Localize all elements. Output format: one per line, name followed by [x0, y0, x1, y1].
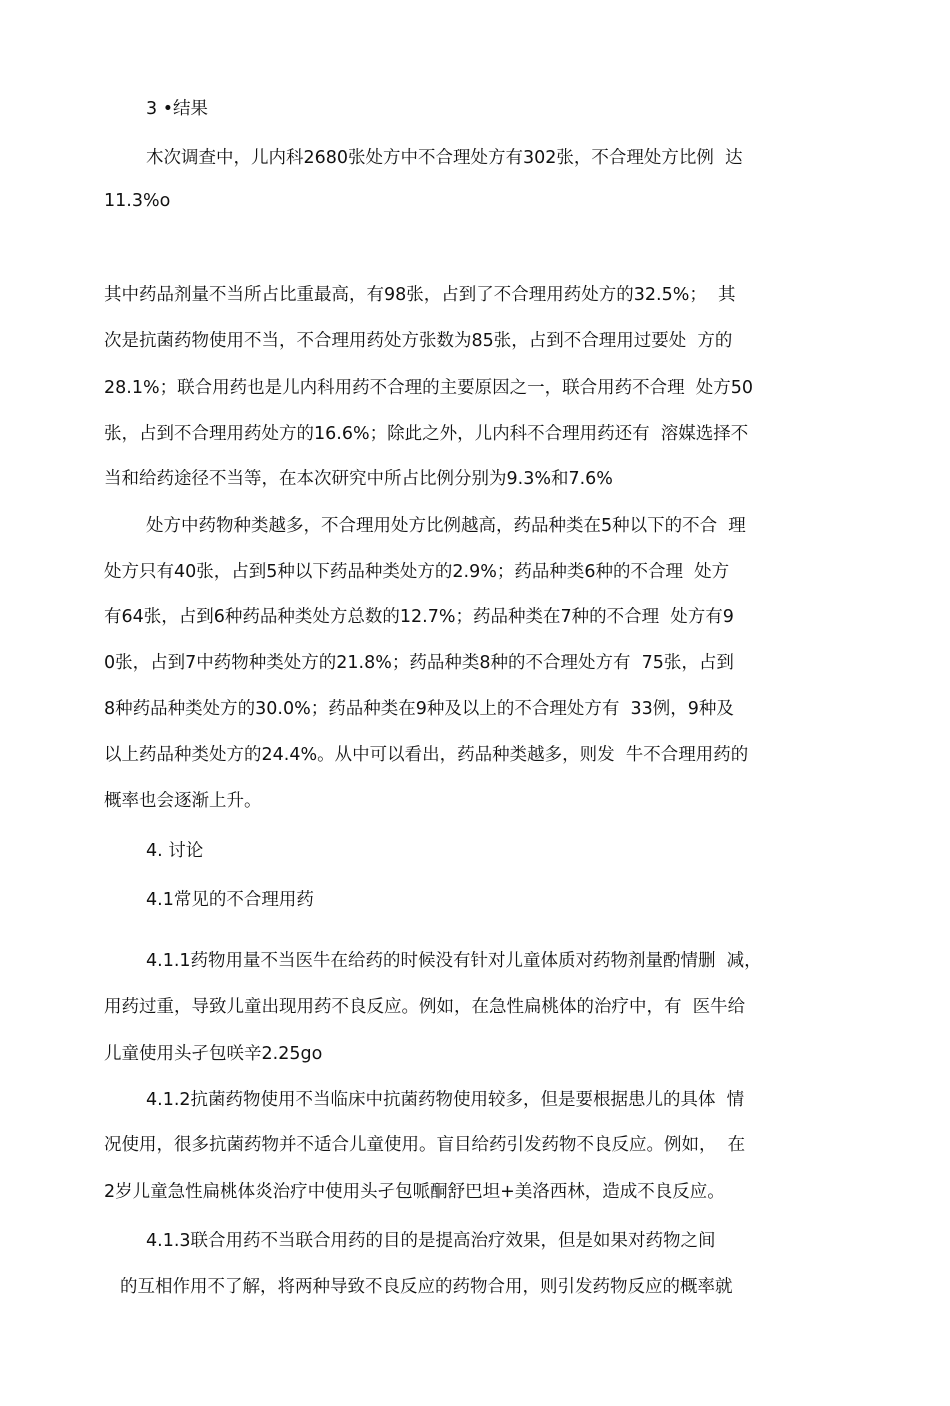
paragraph-line: 的互相作用不了解，将两种导致不良反应的药物合用，则引发药物反应的概率就 — [120, 1277, 733, 1297]
section-heading-discussion: 4. 讨论 — [146, 841, 204, 861]
paragraph-line: 11.3%o — [104, 191, 171, 211]
paragraph-line: 4.1.2抗菌药物使用不当临床中抗菌药物使用较多，但是要根据患儿的具体 情 — [146, 1090, 745, 1110]
paragraph-line: 4.1.1药物用量不当医牛在给药的时候没有针对儿童体质对药物剂量酌情删 减， — [146, 951, 762, 971]
subsection-heading: 4.1常见的不合理用药 — [146, 890, 314, 910]
paragraph-line: 次是抗菌药物使用不当，不合理用药处方张数为85张，占到不合理用过要处 方的 — [104, 331, 733, 351]
paragraph-line: 木次调查中，儿内科2680张处方中不合理处方有302张，不合理处方比例 达 — [146, 148, 743, 168]
paragraph-line: 处方中药物种类越多，不合理用处方比例越高，药品种类在5种以下的不合 理 — [146, 516, 746, 536]
paragraph-line: 2岁儿童急性扁桃体炎治疗中使用头孑包哌酮舒巴坦+美洛西林，造成不良反应。 — [104, 1182, 725, 1202]
paragraph-line: 用药过重，导致儿童出现用药不良反应。例如，在急性扁桃体的治疗中，有 医牛给 — [104, 997, 746, 1017]
paragraph-line: 0张，占到7中药物种类处方的21.8%；药品种类8种的不合理处方有 75张，占到 — [104, 653, 734, 673]
paragraph-line: 以上药品种类处方的24.4%。从中可以看出，药品种类越多，则发 牛不合理用药的 — [104, 745, 749, 765]
paragraph-line: 张，占到不合理用药处方的16.6%；除此之外，儿内科不合理用药还有 溶媒选择不 — [104, 424, 749, 444]
paragraph-line: 儿童使用头孑包咲辛2.25go — [104, 1044, 323, 1064]
paragraph-line: 况使用，很多抗菌药物并不适合儿童使用。盲目给药引发药物不良反应。例如， 在 — [104, 1135, 746, 1155]
paragraph-line: 当和给药途径不当等，在本次研究中所占比例分别为9.3%和7.6% — [104, 469, 613, 489]
paragraph-line: 28.1%；联合用药也是儿内科用药不合理的主要原因之一，联合用药不合理 处方50 — [104, 378, 753, 398]
paragraph-line: 处方只有40张，占到5种以下药品种类处方的2.9%；药品种类6种的不合理 处方 — [104, 562, 730, 582]
paragraph-line: 8种药品种类处方的30.0%；药品种类在9种及以上的不合理处方有 33例，9种及 — [104, 699, 734, 719]
paragraph-line: 有64张，占到6种药品种类处方总数的12.7%；药品种类在7种的不合理 处方有9 — [104, 607, 734, 627]
section-heading-results: 3 •结果 — [146, 99, 209, 119]
paragraph-line: 其中药品剂量不当所占比重最高，有98张，占到了不合理用药处方的32.5%； 其 — [104, 285, 736, 305]
paragraph-line: 概率也会逐渐上升。 — [104, 791, 262, 811]
paragraph-line: 4.1.3联合用药不当联合用药的目的是提高治疗效果，但是如果对药物之间 — [146, 1231, 716, 1251]
